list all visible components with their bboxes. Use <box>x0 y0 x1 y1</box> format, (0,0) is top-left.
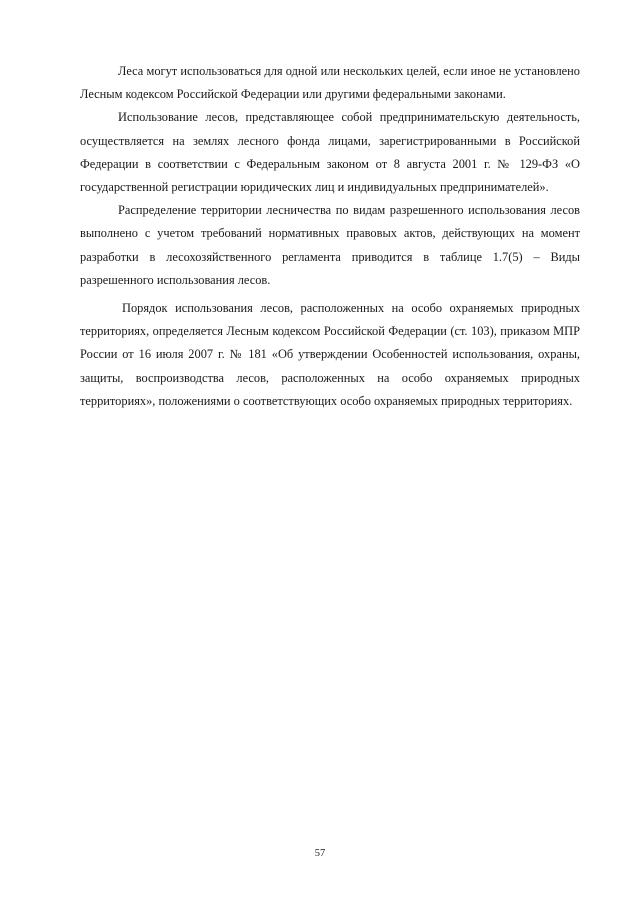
paragraph-protected-territories: Порядок использования лесов, расположенных на особо охраняемых природных территориях, определяется Лесным кодексом Российской Федерации (ст. 103), приказом МПР России от 16 июля 2007 г. № 181 «Об утверждении Особенностей использования, охраны, защиты, воспроизводства лесов, расположенных на особо охраняемых природных территориях», положениями о соответствующих особо охраняемых природных территориях. <box>80 301 580 408</box>
page-number: 57 <box>314 848 326 859</box>
paragraph-territory-distribution: Распределение территории лесничества по видам разрешенного использования лесов выполнено с учетом требований нормативных правовых актов, действующих на момент разработки в лесохозяйственного регламента приводится в таблице 1.7(5) – Виды разрешенного использования лесов. <box>80 203 580 287</box>
paragraph-forest-use-purposes: Леса могут использоваться для одной или нескольких целей, если иное не установлено Лесным кодексом Российской Федерации или другими федеральными законами. <box>80 64 580 102</box>
paragraph-entrepreneurial-use: Использование лесов, представляющее собой предпринимательскую деятельность, осуществляется на землях лесного фонда лицами, зарегистрированными в Российской Федерации в соответствии с Федеральным законом от 8 августа 2001 г. № 129-ФЗ «О государственной регистрации юридических лиц и индивидуальных предпринимателей». <box>80 110 580 195</box>
body-text <box>80 60 580 413</box>
